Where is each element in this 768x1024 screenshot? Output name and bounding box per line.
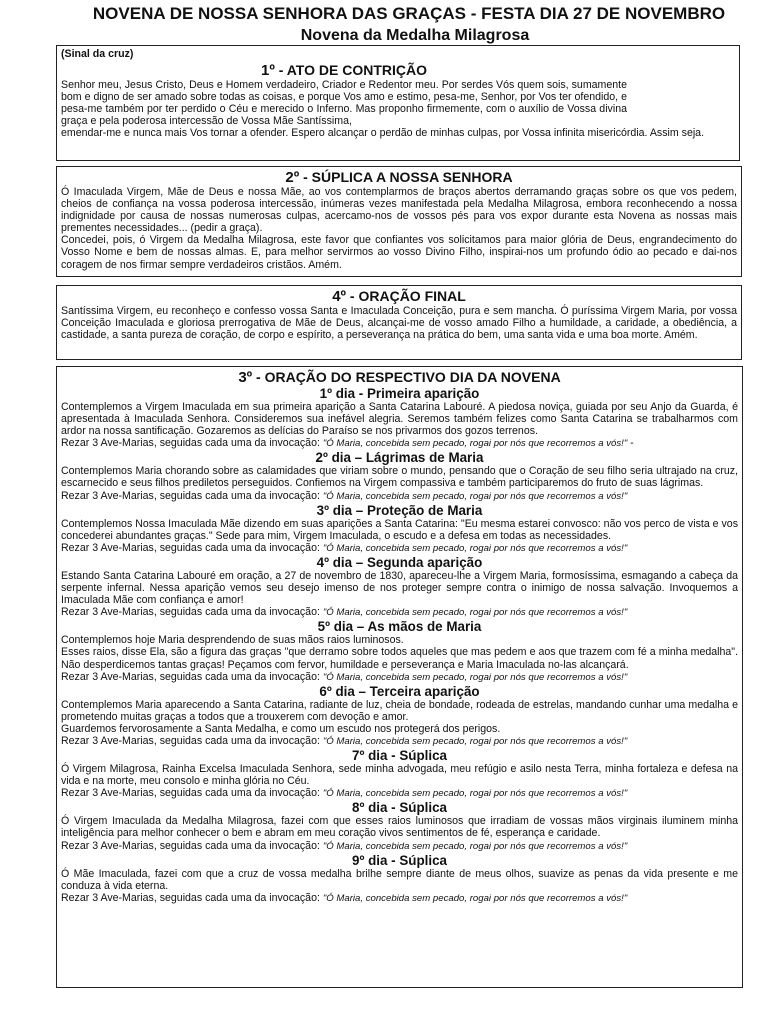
invocation-text: "Ó Maria, concebida sem pecado, rogai por nós que recorremos a vós!" [322, 490, 628, 502]
day-title: 8º dia - Súplica [352, 800, 447, 816]
day-title: 9º dia - Súplica [352, 852, 447, 868]
document-subtitle: Novena da Medalha Milagrosa [300, 27, 530, 44]
day-entry [61, 800, 738, 852]
section-title: - SÚPLICA A NOSSA SENHORA [299, 169, 513, 185]
invocation-text: "Ó Maria, concebida sem pecado, rogai por nós que recorremos a vós!" [322, 542, 628, 554]
invocation-text: "Ó Maria, concebida sem pecado, rogai por nós que recorremos a vós!" [322, 671, 628, 683]
document-title: NOVENA DE NOSSA SENHORA DAS GRAÇAS - FESTA DIA 27 DE NOVEMBRO [92, 4, 726, 23]
section-number: 3º [238, 369, 253, 386]
day-text: Contemplemos Maria aparecendo a Santa Catarina, radiante de luz, cheia de bondade, rodeada de estrelas, mandando cunhar uma medalha e prometendo muitas graças a todos que a trouxerem com devoção e amor. [61, 698, 738, 723]
section-supplication [56, 166, 742, 277]
prayer-text: Senhor meu, Jesus Cristo, Deus e Homem verdadeiro, Criador e Redentor meu. Por serdes Vós quem sois, sumamente bom e digno de ser amado sobre todas as coisas, e porque Vos amo e estimo, pesa-me, Senhor, por Vos ter ofendido, e pesa-me também por ter perdido o Céu e merecido o Inferno. Mas proponho firmemente, com o auxílio de Vossa divina graça e pela poderosa intercessão de Vossa Mãe Santíssima, [61, 79, 627, 128]
day-title: 1º dia - Primeira aparição [319, 386, 480, 401]
day-text: Ó Mãe Imaculada, fazei com que a cruz de vossa medalha brilhe sempre diante de meus olhos, suavize as penas da vida presente e me conduza à vida eterna. [61, 867, 738, 892]
rezar-label: Rezar 3 Ave-Marias, seguidas cada uma da invocação: [61, 541, 323, 554]
invocation-text: "Ó Maria, concebida sem pecado, rogai por nós que recorremos a vós!" [322, 607, 628, 619]
rezar-instruction [61, 606, 738, 619]
prayer-text: Concedei, pois, ó Virgem da Medalha Milagrosa, este favor que confiantes vos solicitamos para maior glória de Deus, engrandecimento do Vosso Nome e bem de nossas almas. E, para melhor servirmos ao vosso Divino Filho, inspirai-nos um profundo ódio ao pecado e dai-nos coragem de nos firmar sempre verdadeiros cristãos. Amém. [61, 234, 737, 271]
rezar-suffix: - [627, 437, 634, 450]
day-entry [61, 555, 738, 619]
section-heading [61, 288, 737, 305]
rezar-instruction [61, 671, 738, 684]
rezar-label: Rezar 3 Ave-Marias, seguidas cada uma da invocação: [61, 734, 323, 747]
rezar-instruction [61, 892, 738, 905]
section-heading [61, 169, 737, 186]
prayer-text-continued: emendar-me e nunca mais Vos tornar a ofender. Espero alcançar o perdão de minhas culpas, por Vossa infinita misericórdia. Assim seja. [61, 127, 705, 140]
rezar-label: Rezar 3 Ave-Marias, seguidas cada uma da invocação: [61, 437, 323, 450]
invocation-text: "Ó Maria, concebida sem pecado, rogai por nós que recorremos a vós!" [322, 840, 628, 852]
rezar-label: Rezar 3 Ave-Marias, seguidas cada uma da invocação: [61, 606, 323, 619]
section-heading [61, 369, 738, 386]
rezar-label: Rezar 3 Ave-Marias, seguidas cada uma da invocação: [61, 839, 323, 852]
section-number: 2º [285, 169, 300, 186]
rezar-instruction [61, 840, 738, 853]
section-heading [61, 62, 627, 79]
section-title: - ATO DE CONTRIÇÃO [274, 62, 427, 78]
invocation-text: "Ó Maria, concebida sem pecado, rogai por nós que recorremos a vós!" [322, 788, 628, 800]
section-number: 1º [260, 62, 275, 79]
invocation-text: "Ó Maria, concebida sem pecado, rogai por nós que recorremos a vós!" [322, 892, 628, 904]
day-title: 6º dia – Terceira aparição [319, 683, 480, 699]
day-text: Contemplemos a Virgem Imaculada em sua primeira aparição a Santa Catarina Labouré. A piedosa noviça, guiada por seu Anjo da Guarda, é apresentada à Imaculada Senhora. Consideremos sua inefável alegria. Seremos também felizes como Santa Catarina se trabalharmos com ardor na nossa santificação. Gozaremos as delícias do Paraíso se nos privarmos dos gozos terrenos. [61, 401, 738, 438]
rezar-instruction [61, 542, 738, 555]
rezar-label: Rezar 3 Ave-Marias, seguidas cada uma da invocação: [61, 670, 323, 683]
invocation-text: "Ó Maria, concebida sem pecado, rogai por nós que recorremos a vós!" [322, 735, 628, 747]
rezar-instruction [61, 490, 738, 503]
day-entry [61, 503, 738, 555]
day-title: 7º dia - Súplica [352, 748, 447, 764]
prayer-text: Ó Imaculada Virgem, Mãe de Deus e nossa Mãe, ao vos contemplarmos de braços abertos derramando graças sobre os que vos pedem, cheios de confiança na vossa poderosa intercessão, inúmeras vezes manifestada pela Medalha Milagrosa, embora reconhecendo a nossa indignidade por causa de nossas numerosas culpas, acercamo-nos de vossos pés para vos expor durante esta Novena as nossas mais prementes necessidades... (pedir a graça). [61, 186, 737, 235]
sign-of-cross-note: (Sinal da cruz) [61, 48, 134, 60]
day-entry [61, 684, 738, 748]
section-number: 4º [332, 288, 347, 305]
day-title: 4º dia – Segunda aparição [316, 554, 483, 570]
section-final-prayer [56, 285, 742, 360]
day-entry [61, 853, 738, 905]
rezar-label: Rezar 3 Ave-Marias, seguidas cada uma da invocação: [61, 787, 323, 800]
day-entry [61, 748, 738, 800]
rezar-label: Rezar 3 Ave-Marias, seguidas cada uma da invocação: [61, 891, 323, 904]
invocation-text: "Ó Maria, concebida sem pecado, rogai por nós que recorremos a vós!" [322, 438, 628, 450]
day-text: Contemplemos hoje Maria desprendendo de suas mãos raios luminosos. [61, 634, 404, 647]
day-text: Estando Santa Catarina Labouré em oração, a 27 de novembro de 1830, apareceu-lhe a Virgem Maria, formosíssima, esmagando a cabeça da serpente infernal. Nessa aparição vemos seu desejo imenso de nos proteger sempre contra o inimigo de nossa salvação. Invoquemos a Imaculada Mãe com confiança e amor! [61, 569, 738, 607]
day-title: 2º dia – Lágrimas de Maria [315, 450, 484, 466]
day-text: Ó Virgem Imaculada da Medalha Milagrosa, fazei com que esses raios luminosos que irradiam de vossas mãos virginais iluminem minha inteligência para melhor conhecer o bem e abram em meu coração vivos sentimentos de fé, esperança e caridade. [61, 815, 738, 840]
day-text: Contemplemos Nossa Imaculada Mãe dizendo em suas aparições a Santa Catarina: "Eu mesma estarei convosco: não vos perco de vista e vos concederei abundantes graças." Sede para mim, Virgem Imaculada, o escudo e a defesa em todas as necessidades. [61, 517, 738, 542]
day-title: 3º dia – Proteção de Maria [316, 502, 483, 518]
day-entry [61, 386, 738, 450]
section-act-of-contrition [56, 45, 740, 161]
day-entry [61, 450, 738, 502]
rezar-instruction [61, 735, 738, 748]
day-entry [61, 619, 738, 683]
day-text: Ó Virgem Milagrosa, Rainha Excelsa Imaculada Senhora, sede minha advogada, meu refúgio e asilo nesta Terra, minha fortaleza e defesa na vida e na morte, meu consolo e minha glória no Céu. [61, 763, 738, 788]
rezar-label: Rezar 3 Ave-Marias, seguidas cada uma da invocação: [61, 489, 323, 502]
day-text: Esses raios, disse Ela, são a figura das graças "que derramo sobre todos aqueles que mas pedem e aos que trazem com fé a minha medalha". Não desperdicemos tantas graças! Peçamos com fervor, humildade e perseverança e Maria Imaculada no-las alcançará. [61, 646, 738, 671]
section-title: - ORAÇÃO DO RESPECTIVO DIA DA NOVENA [252, 369, 561, 385]
day-text: Guardemos fervorosamente a Santa Medalha, e como um escudo nos protegerá dos perigos. [61, 722, 501, 735]
day-title: 5º dia – As mãos de Maria [317, 619, 482, 635]
prayer-text: Santíssima Virgem, eu reconheço e confesso vossa Santa e Imaculada Conceição, pura e sem mancha. Ó puríssima Virgem Maria, por vossa Conceição Imaculada e gloriosa prerrogativa de Mãe de Deus, alcançai-me de vosso amado Filho a humildade, a caridade, a obediência, a castidade, a santa pureza de coração, de corpo e espírito, a perseverança na prática do bem, uma santa vida e uma boa morte. Amém. [61, 305, 737, 342]
section-title: - ORAÇÃO FINAL [346, 288, 466, 304]
rezar-instruction [61, 437, 738, 450]
rezar-instruction [61, 787, 738, 800]
day-text: Contemplemos Maria chorando sobre as calamidades que viriam sobre o mundo, pensando que o Coração de seu filho seria ultrajado na cruz, escarnecido e seus filhos prediletos perseguidos. Confiemos na Virgem compassiva e também participaremos do fruto de suas lágrimas. [61, 465, 738, 490]
section-daily-prayers [56, 366, 743, 988]
